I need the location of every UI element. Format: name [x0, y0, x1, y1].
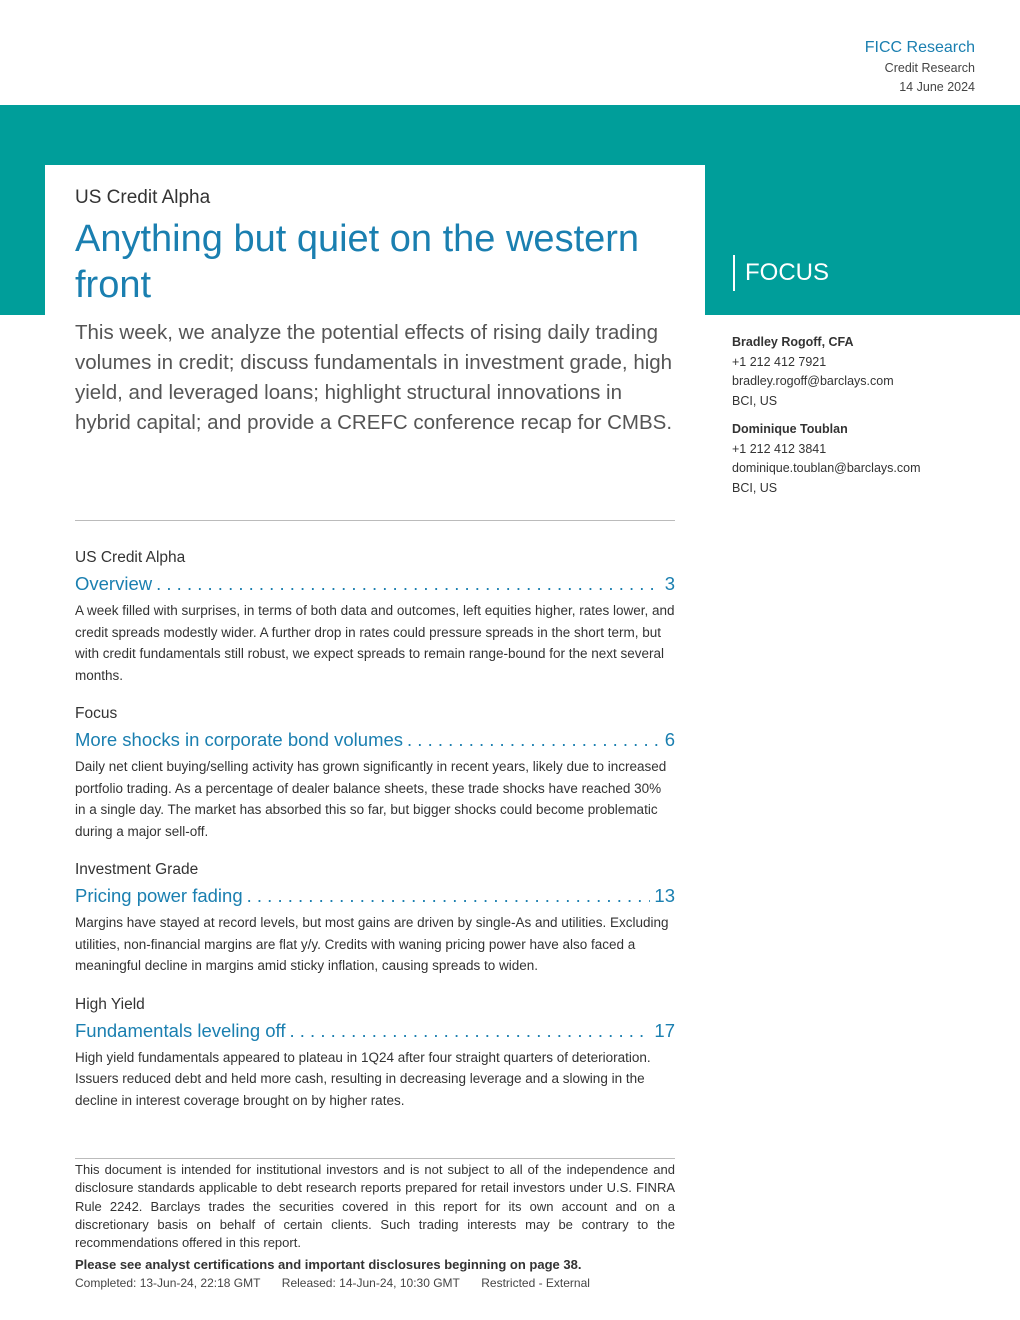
- released-time: Released: 14-Jun-24, 10:30 GMT: [281, 1276, 460, 1290]
- focus-tag: FOCUS: [733, 255, 829, 291]
- toc-description: Margins have stayed at record levels, but most gains are driven by single-As and utilities. Excluding utilities, non-financial margins are flat y/y. Credits with waning pricing power have also faced a meaningful decline in margins amid sticky inflation, causing spreads to widen.: [75, 915, 669, 973]
- classification: Restricted - External: [481, 1276, 590, 1290]
- report-date: 14 June 2024: [899, 80, 975, 94]
- toc-title[interactable]: Pricing power fading: [75, 885, 243, 906]
- table-of-contents: [75, 547, 675, 1128]
- completed-time: Completed: 13-Jun-24, 22:18 GMT: [75, 1276, 261, 1290]
- toc-description: Daily net client buying/selling activity has grown significantly in recent years, likely due to increased portfolio trading. As a percentage of dealer balance sheets, these trade shocks have reached 30% in a single day. The market has absorbed this so far, but bigger shocks could become problematic during a major sell-off.: [75, 759, 667, 839]
- author-name: Dominique Toublan: [732, 422, 848, 436]
- toc-category: Focus: [75, 705, 118, 722]
- research-unit: FICC Research: [864, 39, 975, 56]
- toc-page[interactable]: 13: [654, 885, 675, 906]
- toc-leader: [156, 569, 661, 599]
- page-title: Anything but quiet on the western front: [75, 218, 640, 306]
- author-entity: BCI, US: [732, 393, 778, 408]
- author-list: [732, 333, 920, 498]
- department: Credit Research: [884, 61, 975, 75]
- toc-section: [75, 703, 675, 842]
- toc-link-pricing-power[interactable]: [75, 881, 675, 911]
- toc-category: Investment Grade: [75, 861, 199, 878]
- author-name: Bradley Rogoff, CFA: [732, 335, 854, 349]
- toc-link-overview[interactable]: [75, 569, 675, 599]
- toc-section: [75, 859, 675, 977]
- toc-leader: [289, 1016, 650, 1046]
- toc-page[interactable]: 3: [664, 573, 675, 594]
- toc-section: [75, 994, 675, 1112]
- author-email[interactable]: dominique.toublan@barclays.com: [732, 461, 921, 475]
- toc-title[interactable]: Overview: [75, 573, 153, 594]
- toc-page[interactable]: 6: [664, 729, 675, 750]
- toc-title[interactable]: Fundamentals leveling off: [75, 1019, 286, 1041]
- toc-description: A week filled with surprises, in terms of both data and outcomes, left equities higher, rates lower, and credit spreads modestly wider. A further drop in rates could pressure spreads in the short term, but with credit fundamentals still robust, we expect spreads to remain range-bound for the next several months.: [75, 603, 675, 683]
- disclosures-note: Please see analyst certifications and important disclosures beginning on page 38.: [75, 1257, 582, 1272]
- series-name: US Credit Alpha: [75, 187, 211, 208]
- toc-leader: [247, 881, 651, 911]
- footer: [75, 1276, 608, 1290]
- toc-section: [75, 547, 675, 686]
- author-entity: BCI, US: [732, 480, 778, 495]
- disclaimer-divider: [75, 1158, 675, 1159]
- toc-link-bond-volumes[interactable]: [75, 725, 675, 755]
- report-header: [865, 37, 975, 97]
- author-card: [732, 420, 920, 498]
- author-phone: +1 212 412 7921: [732, 354, 827, 369]
- divider: [75, 520, 675, 521]
- summary: This week, we analyze the potential effects of rising daily trading volumes in credit; discuss fundamentals in investment grade, high yield, and leveraged loans; highlight structural innovations in hybrid capital; and provide a CREFC conference recap for CMBS.: [75, 321, 673, 434]
- toc-category: High Yield: [75, 995, 145, 1013]
- toc-leader: [407, 725, 661, 755]
- toc-category: US Credit Alpha: [75, 549, 186, 566]
- toc-page[interactable]: 17: [654, 1019, 675, 1041]
- author-phone: +1 212 412 3841: [732, 441, 827, 456]
- author-card: [732, 333, 920, 411]
- disclaimer: This document is intended for institutional investors and is not subject to all of the independence and disclosure standards applicable to debt research reports prepared for retail investors under U.S. FINRA Rule 2242. Barclays trades the securities covered in this report for its own account and on a discretionary basis on behalf of certain clients. Such trading interests may be contrary to the recommendations offered in this report.: [75, 1162, 675, 1251]
- toc-link-fundamentals[interactable]: [75, 1016, 675, 1046]
- toc-description: High yield fundamentals appeared to plateau in 1Q24 after four straight quarters of deterioration. Issuers reduced debt and held more cash, resulting in decreasing leverage and a slowing in the decline in interest coverage brought on by higher rates.: [75, 1049, 651, 1108]
- toc-title[interactable]: More shocks in corporate bond volumes: [75, 729, 404, 750]
- author-email[interactable]: bradley.rogoff@barclays.com: [732, 374, 894, 388]
